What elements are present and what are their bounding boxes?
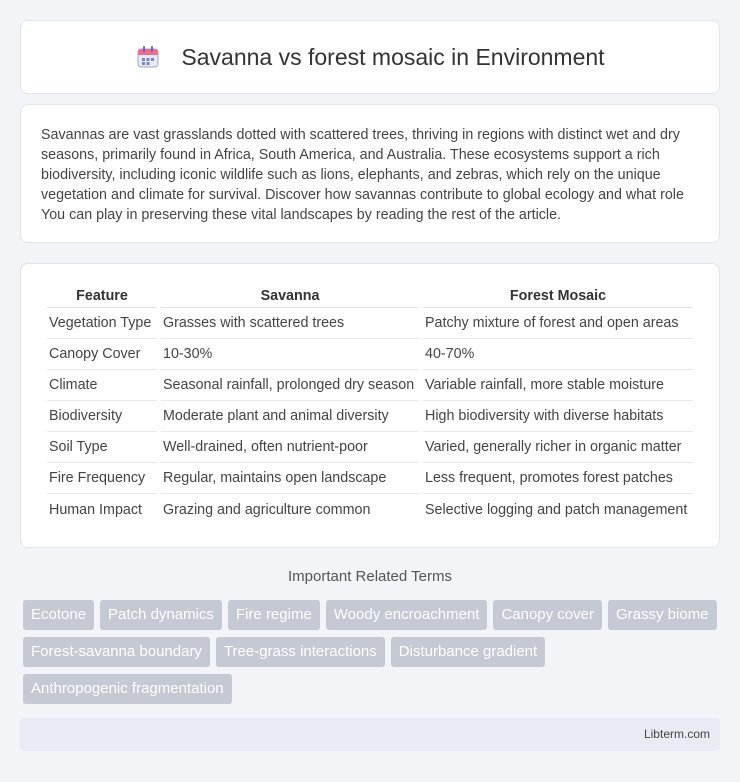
- term-tag[interactable]: Disturbance gradient: [391, 637, 545, 667]
- calendar-icon: [135, 44, 161, 70]
- table-row: [47, 370, 693, 401]
- term-tag[interactable]: Patch dynamics: [100, 600, 222, 630]
- table-cell: Variable rainfall, more stable moisture: [423, 370, 693, 401]
- table-header-forest-mosaic: Forest Mosaic: [423, 284, 693, 308]
- term-tag[interactable]: Fire regime: [228, 600, 320, 630]
- page-title: Savanna vs forest mosaic in Environment: [181, 43, 605, 70]
- term-tag[interactable]: Woody encroachment: [326, 600, 488, 630]
- intro-text: Savannas are vast grasslands dotted with scattered trees, thriving in regions with distinct wet and dry seasons, primarily found in Africa, South America, and Australia. These ecosystems support a rich biodiversity, including iconic wildlife such as lions, elephants, and zebras, which rely on the unique vegetation and climate for survival. Discover how savannas contribute to global ecology and what role You can play in preserving these vital landscapes by reading the rest of the article.: [41, 127, 684, 223]
- table-cell: Canopy Cover: [47, 339, 157, 370]
- table-row: [47, 339, 693, 370]
- table-cell: Less frequent, promotes forest patches: [423, 463, 693, 494]
- table-cell: Grasses with scattered trees: [161, 308, 419, 339]
- table-cell: Well-drained, often nutrient-poor: [161, 432, 419, 463]
- term-tag[interactable]: Tree-grass interactions: [216, 637, 385, 667]
- table-row: [47, 463, 693, 494]
- table-cell: Moderate plant and animal diversity: [161, 401, 419, 432]
- footer-link[interactable]: Libterm.com: [643, 727, 710, 741]
- table-cell: Human Impact: [49, 501, 142, 518]
- comparison-table: [43, 284, 697, 525]
- table-cell: Seasonal rainfall, prolonged dry season: [161, 370, 419, 401]
- table-row: [47, 494, 693, 525]
- term-tag[interactable]: Anthropogenic fragmentation: [23, 674, 232, 704]
- table-cell: 10-30%: [161, 339, 419, 370]
- table-row: [47, 308, 693, 339]
- term-tag[interactable]: Canopy cover: [493, 600, 602, 630]
- table-header-feature: Feature: [47, 284, 157, 308]
- table-cell: Varied, generally richer in organic matter: [423, 432, 693, 463]
- table-cell: Grazing and agriculture common: [163, 501, 371, 518]
- term-tag[interactable]: Forest-savanna boundary: [23, 637, 210, 667]
- footer: [20, 718, 720, 751]
- table-cell: Soil Type: [47, 432, 157, 463]
- table-cell: Selective logging and patch management: [425, 501, 688, 518]
- comparison-table-card: [20, 263, 720, 548]
- table-header-savanna: Savanna: [161, 284, 419, 308]
- table-cell: Biodiversity: [47, 401, 157, 432]
- table-cell: Fire Frequency: [47, 463, 157, 494]
- table-row: [47, 432, 693, 463]
- table-cell: High biodiversity with diverse habitats: [423, 401, 693, 432]
- table-cell: 40-70%: [423, 339, 693, 370]
- table-cell: Vegetation Type: [47, 308, 157, 339]
- table-cell: Patchy mixture of forest and open areas: [423, 308, 693, 339]
- term-tag[interactable]: Grassy biome: [608, 600, 717, 630]
- table-row: [47, 401, 693, 432]
- related-terms-title: Important Related Terms: [288, 568, 452, 585]
- intro-card: [20, 104, 720, 243]
- table-cell: Climate: [47, 370, 157, 401]
- header-card: [20, 20, 720, 94]
- term-tag[interactable]: Ecotone: [23, 600, 94, 630]
- related-terms-list: [23, 600, 723, 704]
- table-cell: Regular, maintains open landscape: [161, 463, 419, 494]
- table-header-row: [47, 284, 693, 308]
